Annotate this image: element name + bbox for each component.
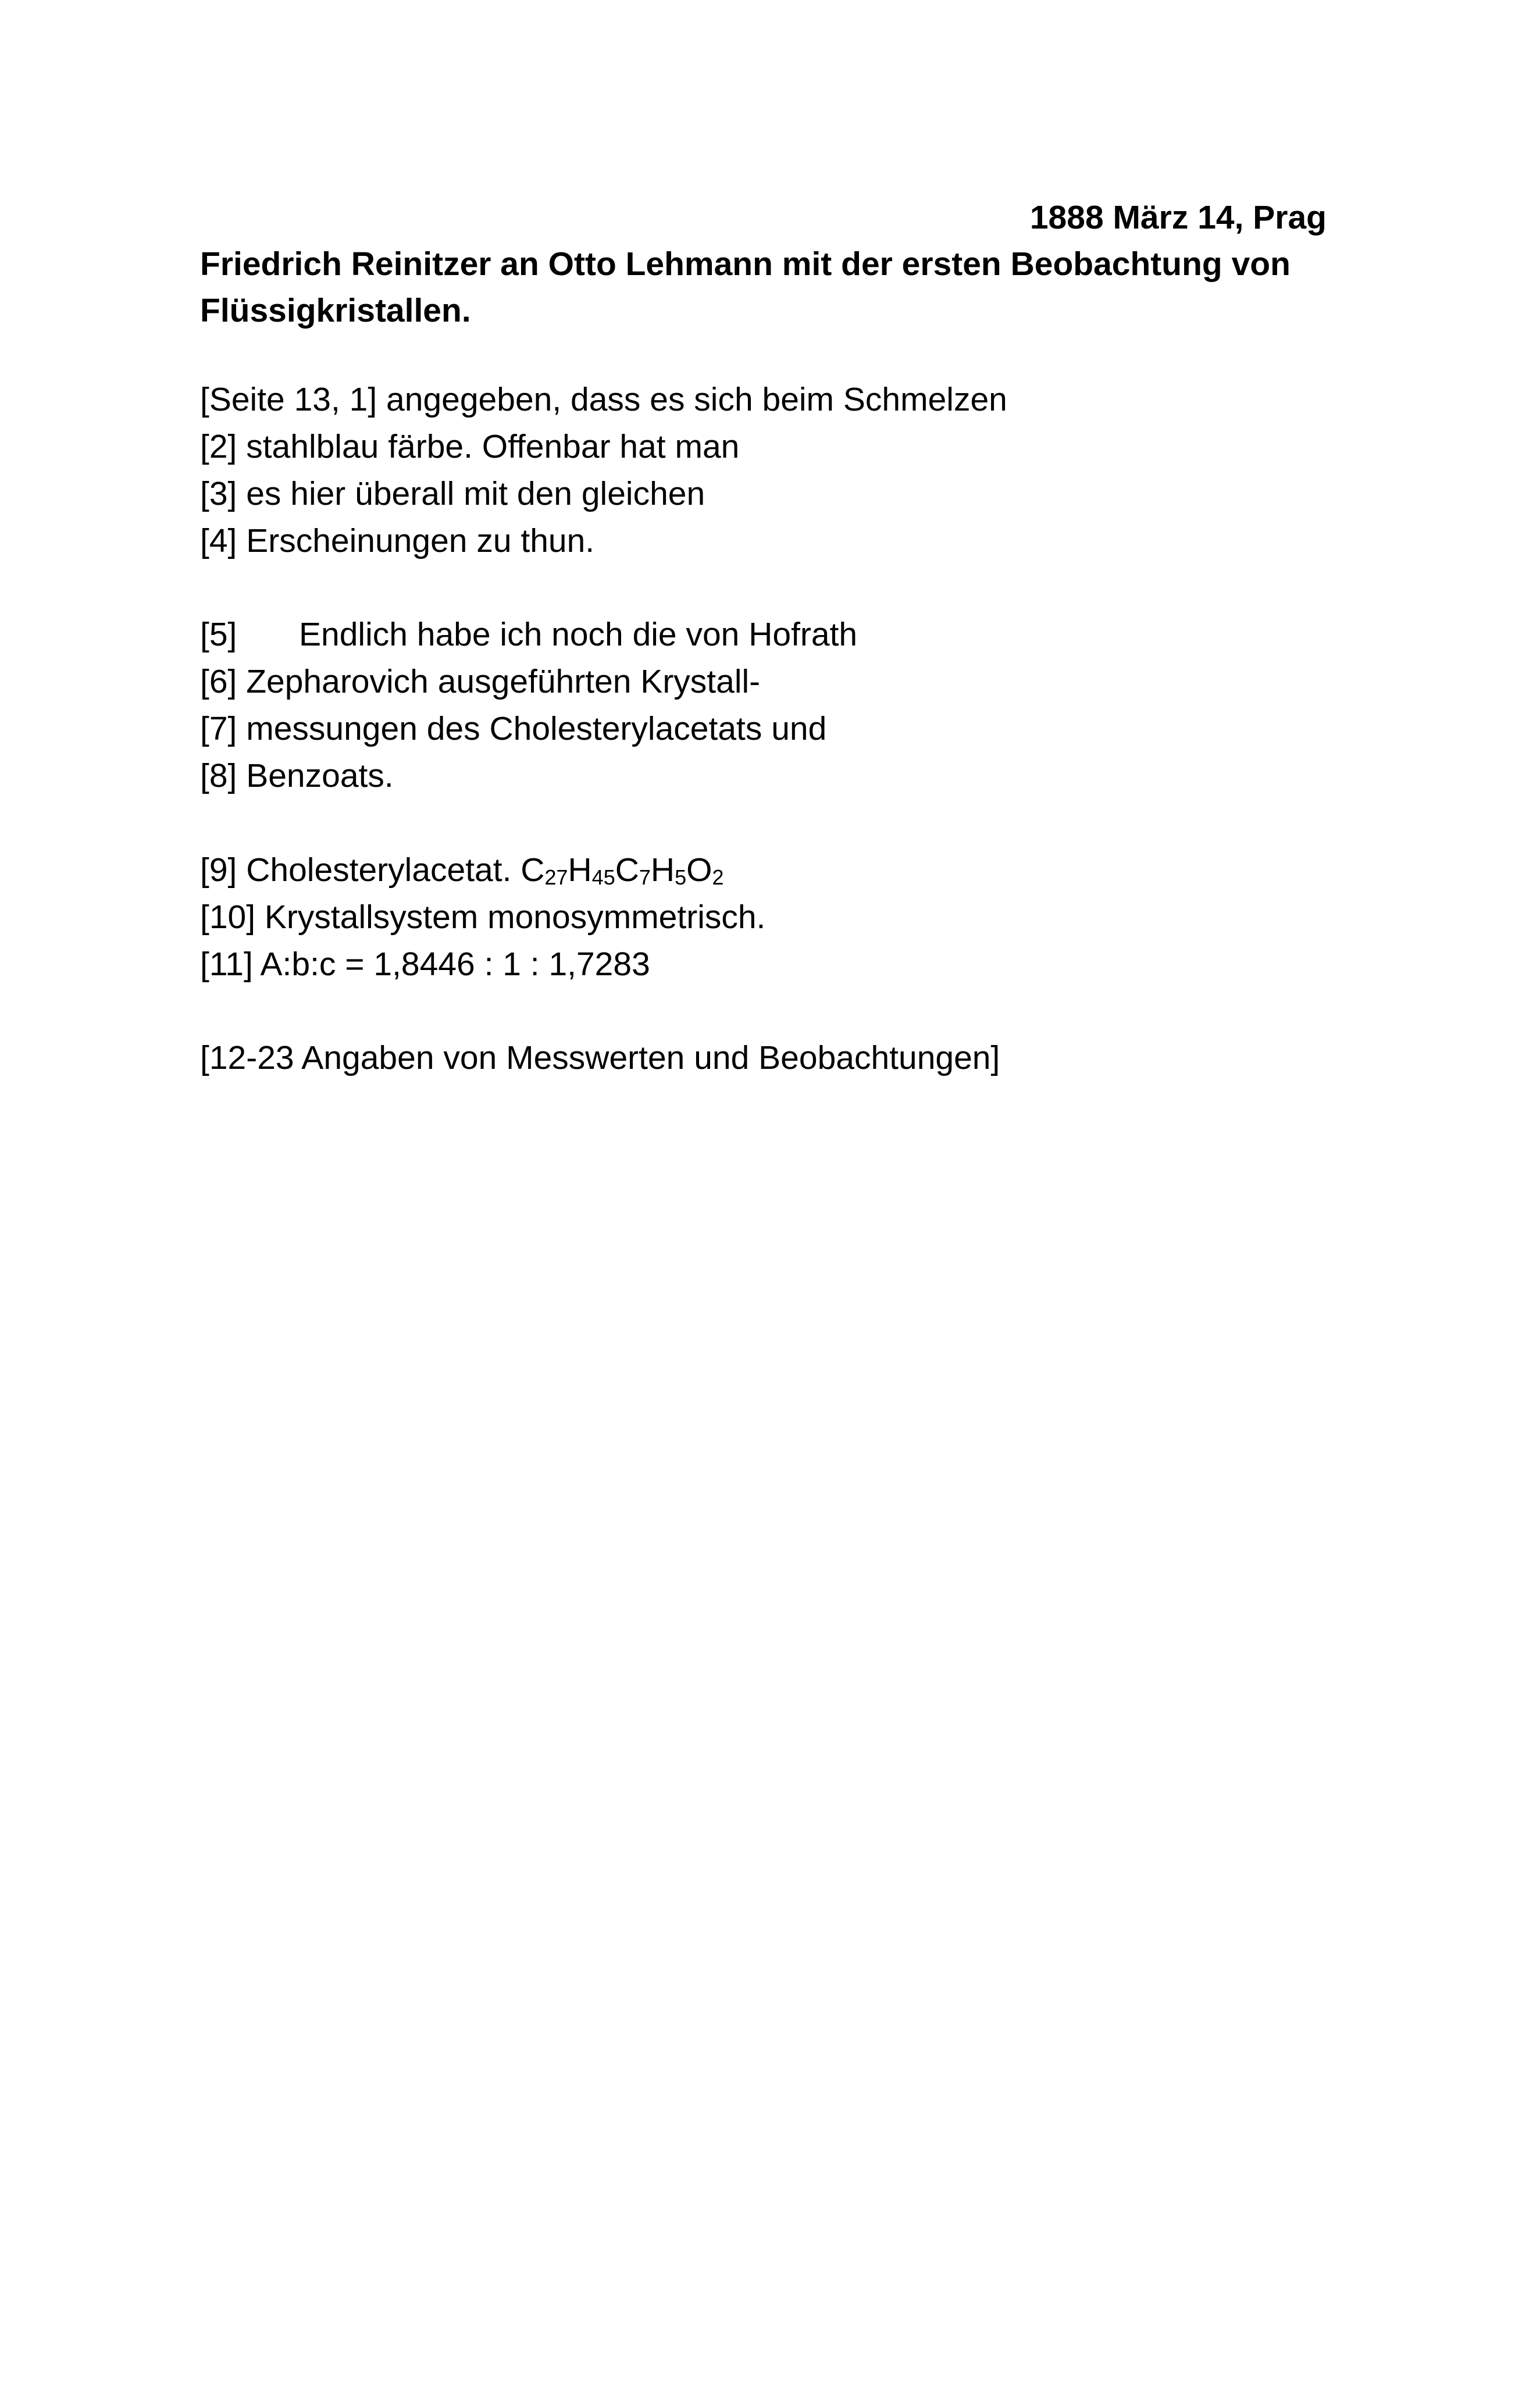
chemical-formula	[521, 851, 723, 889]
text-block-3	[200, 847, 1363, 988]
text-line-5	[200, 611, 1363, 658]
formula-element: C	[521, 851, 545, 889]
formula-element: H	[568, 851, 592, 889]
formula-subscript: 45	[591, 865, 615, 889]
text-line-5-content: Endlich habe ich noch die von Hofrath	[299, 616, 858, 653]
text-line-4: [4] Erscheinungen zu thun.	[200, 522, 595, 559]
formula-element: H	[650, 851, 675, 889]
line-number-5: [5]	[200, 616, 237, 653]
date-place-heading: 1888 März 14, Prag	[1029, 199, 1327, 236]
document-title: Friedrich Reinitzer an Otto Lehmann mit der ersten Beobachtung von Flüssigkristallen.	[200, 245, 1291, 329]
text-line-3: [3] es hier überall mit den gleichen	[200, 475, 705, 512]
text-block-2	[200, 611, 1363, 800]
formula-subscript: 7	[639, 865, 651, 889]
text-line-9-prefix: [9] Cholesterylacetat.	[200, 851, 521, 889]
text-line-7: [7] messungen des Cholesterylacetats und	[200, 710, 827, 747]
formula-subscript: 2	[712, 865, 724, 889]
text-line-9	[200, 847, 1363, 894]
text-line-2: [2] stahlblau färbe. Offenbar hat man	[200, 428, 740, 465]
formula-element: C	[615, 851, 639, 889]
formula-element: O	[686, 851, 712, 889]
text-block-1	[200, 376, 1363, 565]
text-line-6: [6] Zepharovich ausgeführten Krystall-	[200, 663, 761, 700]
formula-subscript: 27	[544, 865, 568, 889]
text-line-1: [Seite 13, 1] angegeben, dass es sich beim Schmelzen	[200, 381, 1007, 418]
text-line-10: [10] Krystallsystem monosymmetrisch.	[200, 898, 766, 936]
text-line-12: [12-23 Angaben von Messwerten und Beobachtungen]	[200, 1039, 1000, 1076]
formula-subscript: 5	[675, 865, 687, 889]
text-block-4	[200, 1035, 1363, 1082]
text-line-8: [8] Benzoats.	[200, 757, 394, 794]
text-line-11: [11] A:b:c = 1,8446 : 1 : 1,7283	[200, 946, 650, 983]
